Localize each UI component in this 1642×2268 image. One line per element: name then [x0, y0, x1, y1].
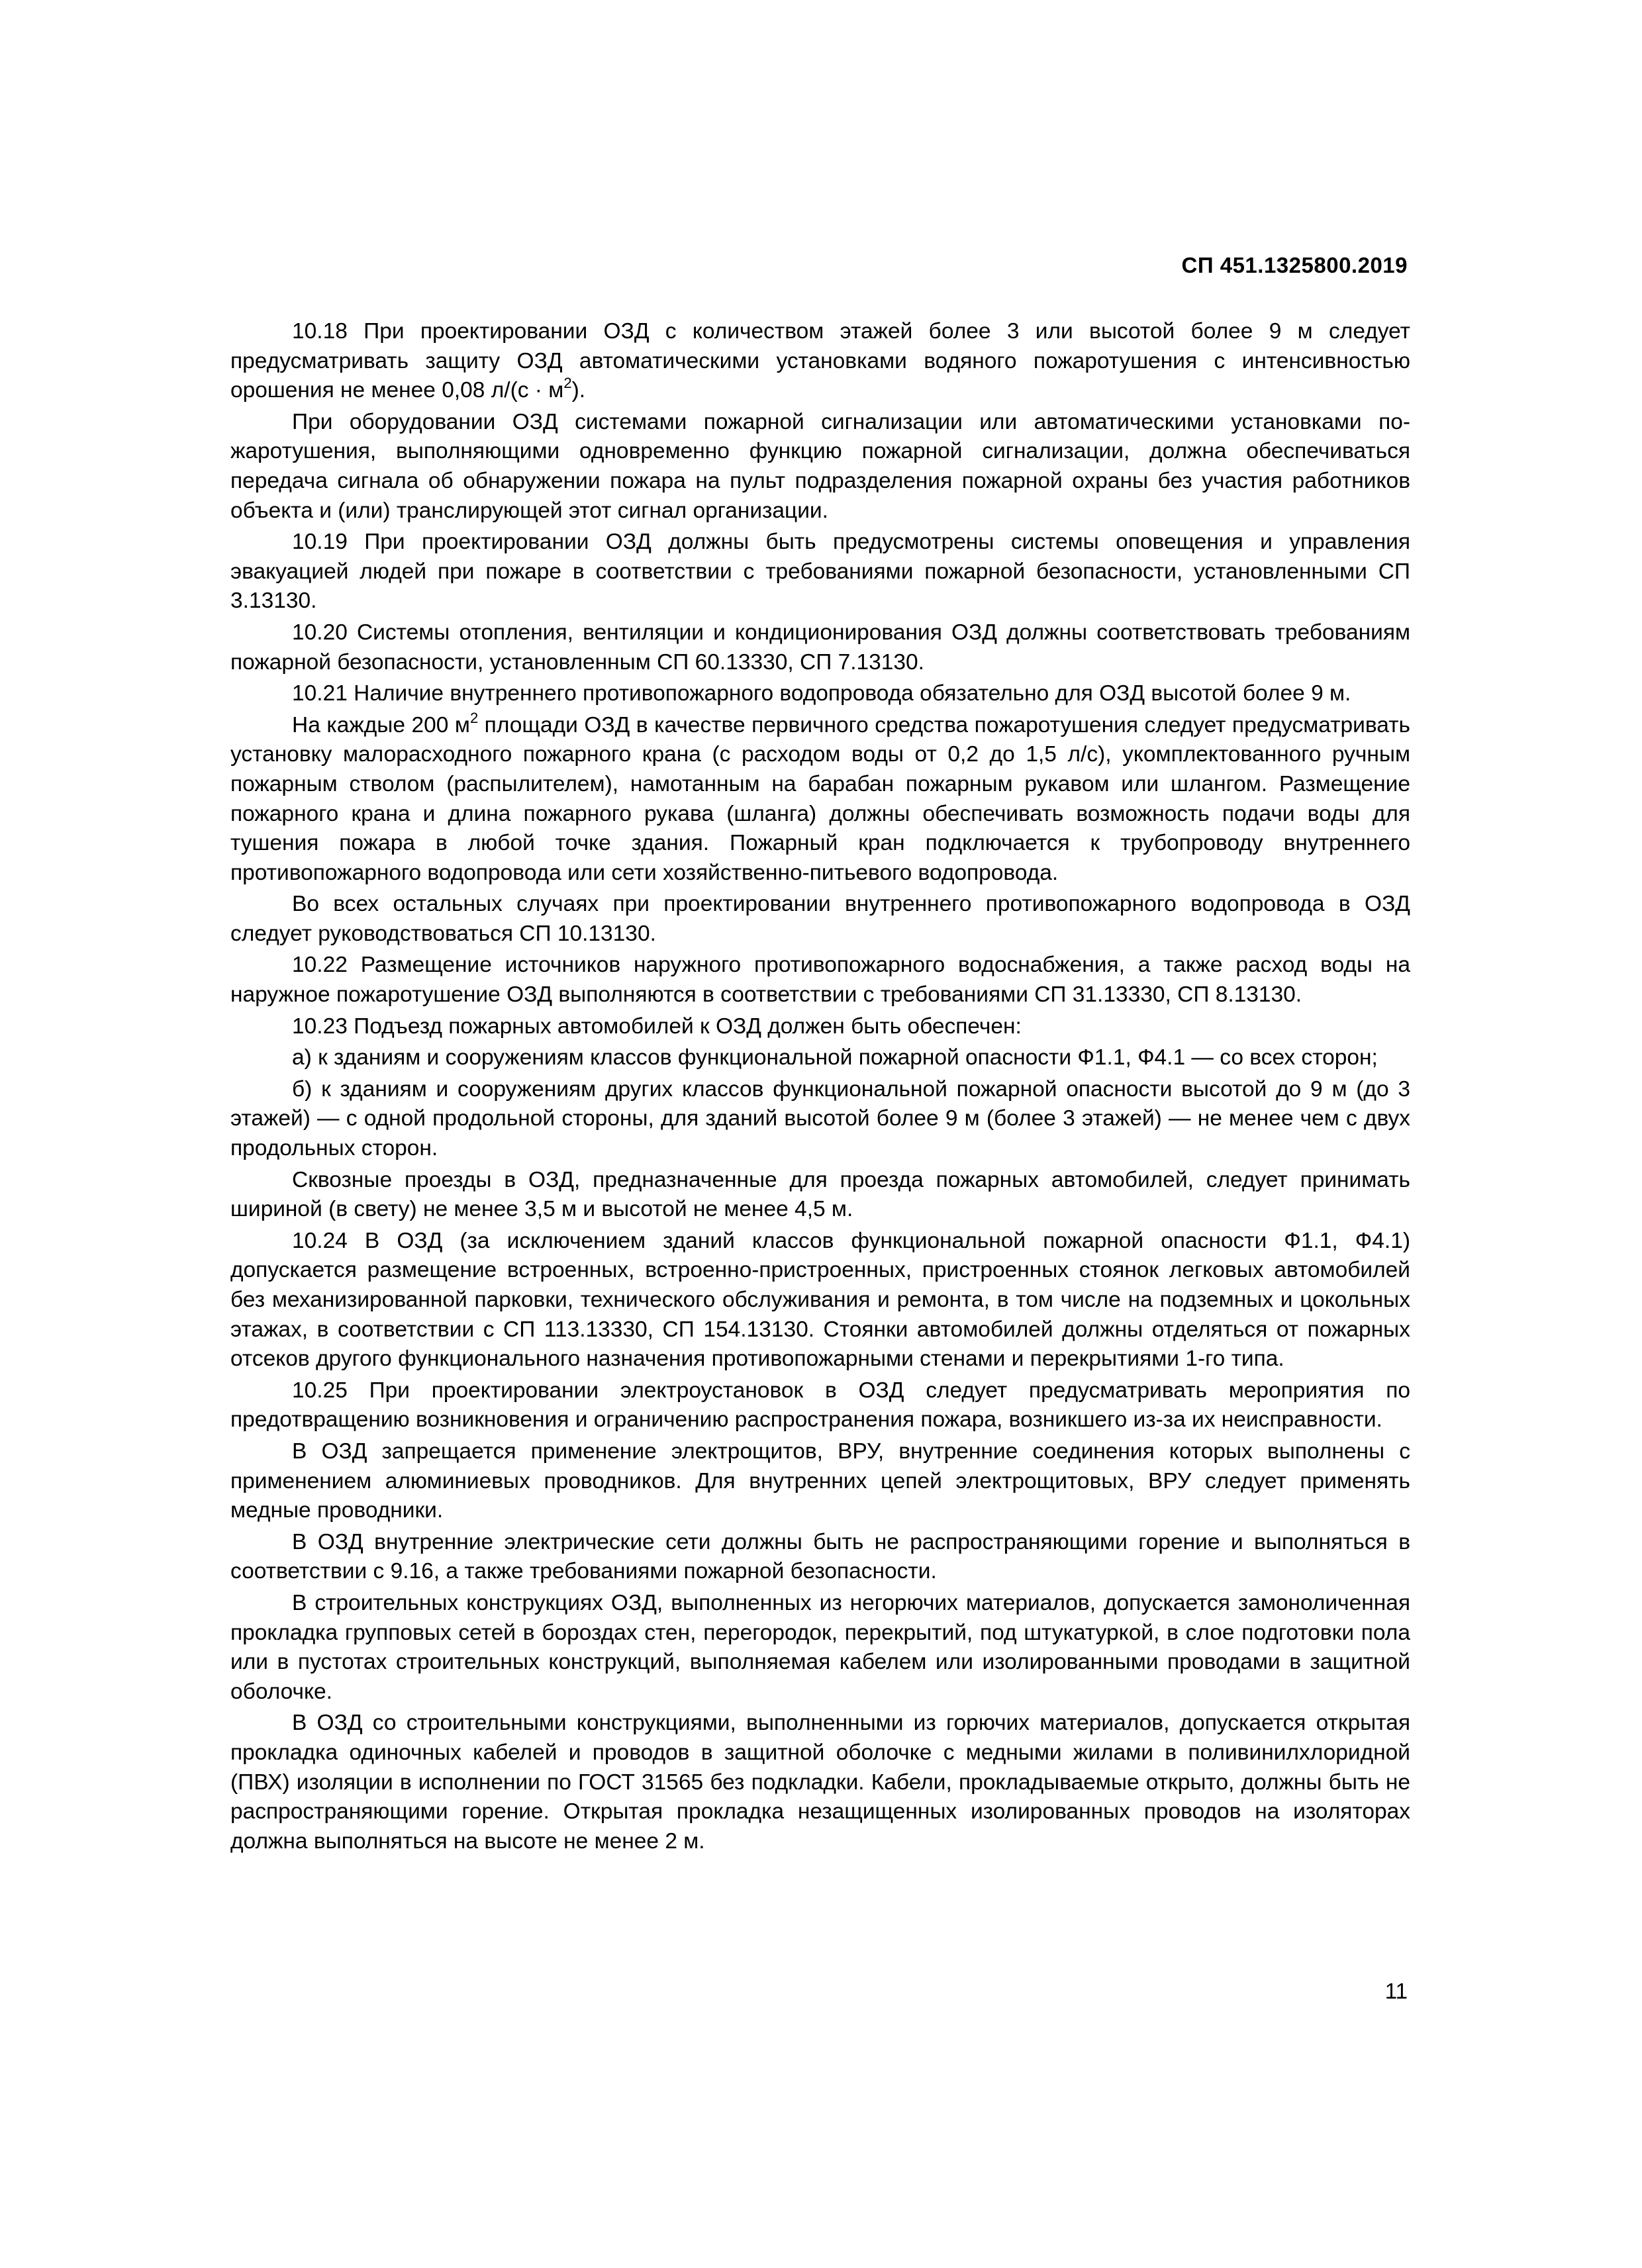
paragraph-10-24: 10.24 В ОЗД (за исключением зданий классов функциональной пожарной опасности Ф1.1, Ф4.1) допускается размещение встроенных, встроенно-пристроенных, пристроенных стоянок легковых автомобилей без механизированной парковки, технического обслуживания и ремонта, в том числе на подземных и цокольных этажах, в соответствии с СП 113.13330, СП 154.13130. Стоянки автомобилей должны отделяться от пожарных отсеков другого функционального назначения противопожарными стенами и перекрытиями 1-го типа.: [230, 1228, 1410, 1372]
document-code: СП 451.1325800.2019: [1181, 253, 1408, 277]
paragraph: На каждые 200 $м^2$ площади ОЗД в качестве первичного средства пожаротушения следует предусматривать установку малорасходного пожарного крана (с расходом воды от 0,2 до 1,5 л/с), укомплектованного ручным пожарным стволом (распылителем), намотанным на барабан пожарным рукавом или шлангом. Размещение пожарного крана и длина пожарного рукава (шланга) должны обеспечивать возможность подачи воды для тушения пожара в любой точке здания. Пожарный кран подключается к трубопроводу внутреннего противопожарного водопровода или сети хозяйственно-питьевого водопровода.: [230, 709, 1410, 885]
paragraph-10-19: 10.19 При проектировании ОЗД должны быть предусмотрены системы оповещения и управления эвакуацией людей при пожаре в соответствии с требованиями пожарной безопасности, установленными СП 3.13130.: [230, 530, 1410, 614]
paragraph: Сквозные проезды в ОЗД, предназначенные для проезда пожарных автомобилей, следует принимать шириной (в свету) не менее 3,5 м и высотой не менее 4,5 м.: [230, 1167, 1410, 1222]
list-item-a: а) к зданиям и сооружениям классов функциональной пожарной опасности Ф1.1, Ф4.1 — со всех сторон;: [292, 1045, 1378, 1070]
paragraph: В ОЗД запрещается применение электрощитов, ВРУ, внутренние соединения которых выполнены с применением алюминиевых проводников. Для внутренних цепей электрощитовых, ВРУ следует применять медные проводники.: [230, 1439, 1410, 1523]
paragraph: Во всех остальных случаях при проектировании внутреннего противопожарного водопровода в ОЗД следует руководствоваться СП 10.13130.: [230, 892, 1410, 946]
paragraph-10-25: 10.25 При проектировании электроустановок в ОЗД следует предусматривать мероприятия по предотвращению возникновения и ограничению распространения пожара, возникшего из-за их неисправности.: [230, 1378, 1410, 1433]
document-body: [230, 317, 1410, 1858]
paragraph-10-21: 10.21 Наличие внутреннего противопожарного водопровода обязательно для ОЗД высотой более 9 м.: [292, 681, 1351, 706]
page-number: 11: [1384, 1979, 1408, 2003]
paragraph-10-18: 10.18 При проектировании ОЗД с количеством этажей более 3 или высотой более 9 м следует предусматривать защиту ОЗД автоматическими установками водяного пожаротушения с интенсивностью орошения не менее 0,08 $л/(с \cdot м^2)$.: [230, 319, 1410, 403]
paragraph-10-20: 10.20 Системы отопления, вентиляции и кондиционирования ОЗД должны соответствовать требованиям пожарной безопасности, установленным СП 60.13330, СП 7.13130.: [230, 620, 1410, 675]
paragraph: При оборудовании ОЗД системами пожарной сигнализации или автоматическими установками пожаротушения, выполняющими одновременно функцию пожарной сигнализации, должна обеспечиваться передача сигнала об обнаружении пожара на пульт подразделения пожарной охраны без участия работников объекта и (или) транслирующей этот сигнал организации.: [230, 409, 1410, 523]
paragraph: В ОЗД со строительными конструкциями, выполненными из горючих материалов, допускается открытая прокладка одиночных кабелей и проводов в защитной оболочке с медными жилами в поливинилхлоридной (ПВХ) изоляции в исполнении по ГОСТ 31565 без подкладки. Кабели, прокладываемые открыто, должны быть не распространяющими горение. Открытая прокладка незащищенных изолированных проводов на изоляторах должна выполняться на высоте не менее 2 м.: [230, 1711, 1410, 1854]
paragraph: В строительных конструкциях ОЗД, выполненных из негорючих материалов, допускается замоноличенная прокладка групповых сетей в бороздах стен, перегородок, перекрытий, под штукатуркой, в слое подготовки пола или в пустотах строительных конструкций, выполняемая кабелем или изолированными проводами в защитной оболочке.: [230, 1590, 1410, 1704]
list-item-b: б) к зданиям и сооружениям других классов функциональной пожарной опасности высотой до 9 м (до 3 этажей) — с одной продольной стороны, для зданий высотой более 9 м (более 3 этажей) — не менее чем с двух продольных сторон.: [230, 1076, 1410, 1161]
paragraph-10-23: 10.23 Подъезд пожарных автомобилей к ОЗД должен быть обеспечен:: [292, 1014, 1022, 1039]
paragraph: В ОЗД внутренние электрические сети должны быть не распространяющими горение и выполняться в соответствии с 9.16, а также требованиями пожарной безопасности.: [230, 1529, 1410, 1584]
paragraph-10-22: 10.22 Размещение источников наружного противопожарного водоснабжения, а также расход воды на наружное пожаротушение ОЗД выполняются в соответствии с требованиями СП 31.13330, СП 8.13130.: [230, 953, 1410, 1008]
